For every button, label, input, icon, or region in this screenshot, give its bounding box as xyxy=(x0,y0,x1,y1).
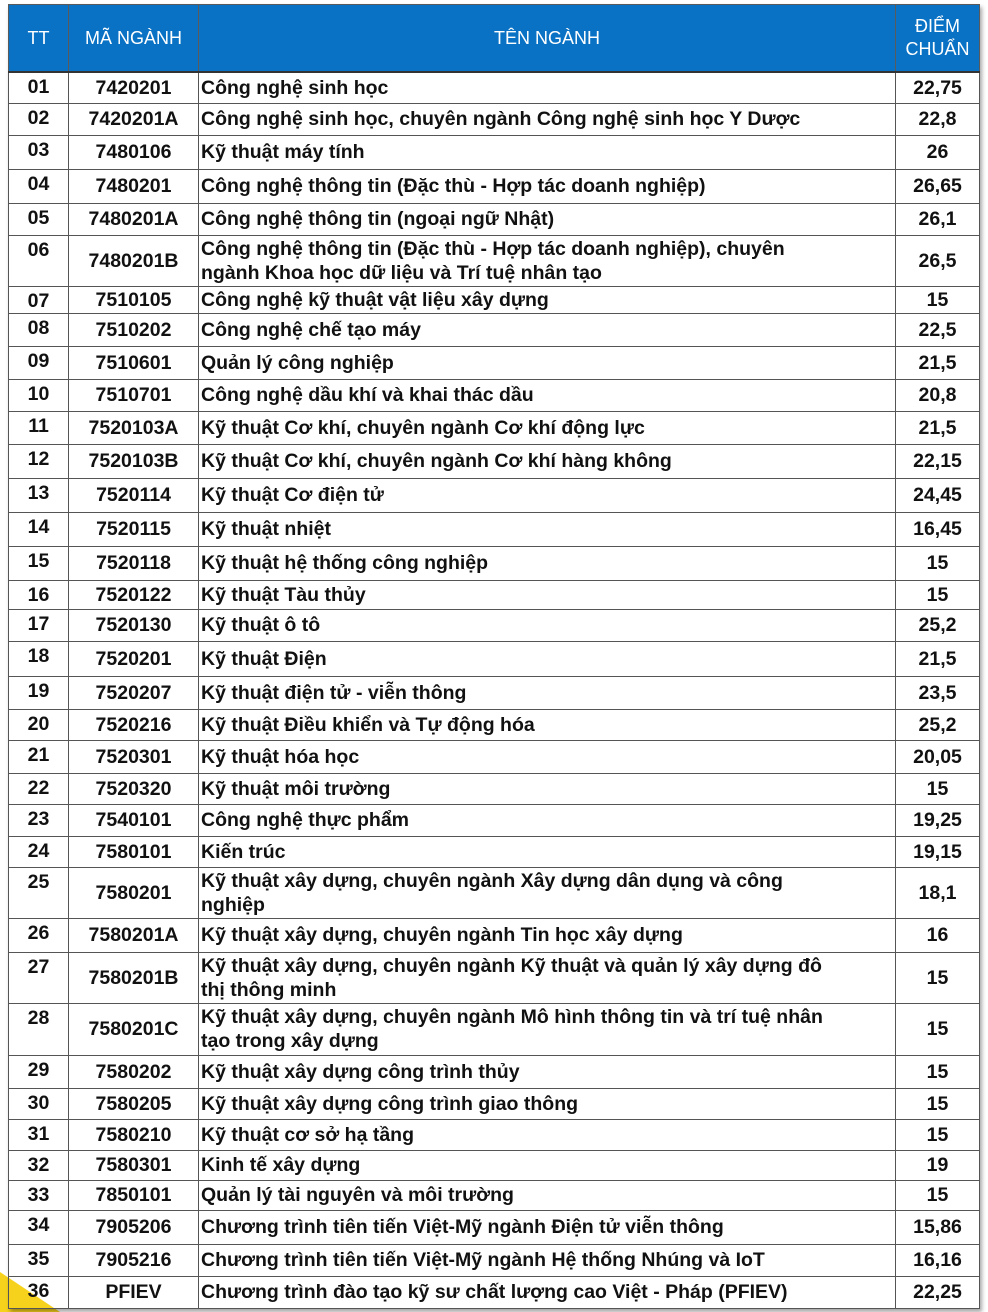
cutoff-score: 19 xyxy=(896,1150,980,1180)
cutoff-score: 21,5 xyxy=(896,411,980,444)
row-number: 27 xyxy=(9,952,69,1003)
table-row xyxy=(9,1003,980,1055)
major-code: 7480201B xyxy=(69,235,199,286)
cutoff-score: 15 xyxy=(896,1003,980,1055)
table-row xyxy=(9,512,980,546)
cutoff-score: 24,45 xyxy=(896,478,980,512)
table-row xyxy=(9,478,980,512)
row-number: 34 xyxy=(9,1210,69,1244)
major-name: Công nghệ sinh học xyxy=(199,72,896,103)
row-number: 26 xyxy=(9,918,69,952)
cutoff-score: 16 xyxy=(896,918,980,952)
table-row xyxy=(9,103,980,135)
row-number: 15 xyxy=(9,546,69,580)
cutoff-score: 15 xyxy=(896,1088,980,1119)
cutoff-score: 26,65 xyxy=(896,169,980,203)
major-code: 7510105 xyxy=(69,286,199,313)
row-number: 20 xyxy=(9,709,69,740)
row-number: 29 xyxy=(9,1055,69,1088)
major-code: 7520207 xyxy=(69,676,199,709)
row-number: 32 xyxy=(9,1150,69,1180)
table-row xyxy=(9,773,980,804)
table-row xyxy=(9,709,980,740)
major-name: Kỹ thuật hóa học xyxy=(199,740,896,773)
major-name: Kỹ thuật Điện xyxy=(199,641,896,676)
cutoff-score: 15 xyxy=(896,546,980,580)
major-code: 7520114 xyxy=(69,478,199,512)
major-code: 7510202 xyxy=(69,313,199,346)
major-name: Công nghệ kỹ thuật vật liệu xây dựng xyxy=(199,286,896,313)
cutoff-score: 21,5 xyxy=(896,641,980,676)
row-number: 31 xyxy=(9,1119,69,1150)
cutoff-score: 16,16 xyxy=(896,1244,980,1276)
table-row xyxy=(9,740,980,773)
table-row xyxy=(9,836,980,867)
table-row xyxy=(9,411,980,444)
cutoff-score: 15 xyxy=(896,1055,980,1088)
cutoff-score: 15 xyxy=(896,1119,980,1150)
row-number: 07 xyxy=(9,286,69,313)
table-row xyxy=(9,676,980,709)
cutoff-score: 15,86 xyxy=(896,1210,980,1244)
table-row xyxy=(9,1210,980,1244)
major-code: 7520122 xyxy=(69,580,199,609)
major-name: Công nghệ sinh học, chuyên ngành Công nghệ sinh học Y Dược xyxy=(199,103,896,135)
row-number: 16 xyxy=(9,580,69,609)
major-name: Kỹ thuật xây dựng, chuyên ngành Tin học xây dựng xyxy=(199,918,896,952)
table-row xyxy=(9,609,980,641)
major-name: Chương trình tiên tiến Việt-Mỹ ngành Hệ thống Nhúng và IoT xyxy=(199,1244,896,1276)
major-code: 7480201A xyxy=(69,203,199,235)
cutoff-score: 20,05 xyxy=(896,740,980,773)
major-name: Quản lý tài nguyên và môi trường xyxy=(199,1180,896,1210)
major-code: 7580201C xyxy=(69,1003,199,1055)
table-row xyxy=(9,804,980,836)
major-code: 7520103A xyxy=(69,411,199,444)
row-number: 30 xyxy=(9,1088,69,1119)
table-row xyxy=(9,203,980,235)
major-code: 7520115 xyxy=(69,512,199,546)
cutoff-score: 26,5 xyxy=(896,235,980,286)
admission-scores-table xyxy=(8,4,980,1309)
major-code: 7520118 xyxy=(69,546,199,580)
major-code: 7520201 xyxy=(69,641,199,676)
row-number: 14 xyxy=(9,512,69,546)
major-code: PFIEV xyxy=(69,1276,199,1308)
header-score: ĐIỂM CHUẨN xyxy=(896,5,980,73)
table-row xyxy=(9,952,980,1003)
cutoff-score: 18,1 xyxy=(896,867,980,918)
cutoff-score: 26,1 xyxy=(896,203,980,235)
major-name: Kiến trúc xyxy=(199,836,896,867)
major-name: Kỹ thuật Cơ khí, chuyên ngành Cơ khí động lực xyxy=(199,411,896,444)
table-row xyxy=(9,235,980,286)
major-name: Kỹ thuật hệ thống công nghiệp xyxy=(199,546,896,580)
cutoff-score: 21,5 xyxy=(896,346,980,379)
table-header-row xyxy=(9,5,980,73)
major-code: 7520320 xyxy=(69,773,199,804)
row-number: 03 xyxy=(9,135,69,169)
cutoff-score: 15 xyxy=(896,773,980,804)
major-name: Công nghệ thực phẩm xyxy=(199,804,896,836)
row-number: 19 xyxy=(9,676,69,709)
major-code: 7520130 xyxy=(69,609,199,641)
table-row xyxy=(9,1276,980,1308)
row-number: 13 xyxy=(9,478,69,512)
cutoff-score: 22,15 xyxy=(896,444,980,478)
major-code: 7520216 xyxy=(69,709,199,740)
major-name: Chương trình đào tạo kỹ sư chất lượng cao Việt - Pháp (PFIEV) xyxy=(199,1276,896,1308)
cutoff-score: 22,8 xyxy=(896,103,980,135)
major-code: 7850101 xyxy=(69,1180,199,1210)
cutoff-score: 22,75 xyxy=(896,72,980,103)
row-number: 08 xyxy=(9,313,69,346)
major-code: 7540101 xyxy=(69,804,199,836)
major-name: Công nghệ thông tin (Đặc thù - Hợp tác doanh nghiệp) xyxy=(199,169,896,203)
table-row xyxy=(9,346,980,379)
major-name: Kỹ thuật ô tô xyxy=(199,609,896,641)
major-name: Kỹ thuật Cơ điện tử xyxy=(199,478,896,512)
major-name: Kỹ thuật xây dựng công trình thủy xyxy=(199,1055,896,1088)
row-number: 21 xyxy=(9,740,69,773)
table-row xyxy=(9,444,980,478)
header-code: MÃ NGÀNH xyxy=(69,5,199,73)
major-name: Kỹ thuật xây dựng, chuyên ngành Kỹ thuật và quản lý xây dựng đô thị thông minh xyxy=(199,952,896,1003)
major-code: 7480106 xyxy=(69,135,199,169)
cutoff-score: 15 xyxy=(896,580,980,609)
major-name: Chương trình tiên tiến Việt-Mỹ ngành Điện tử viễn thông xyxy=(199,1210,896,1244)
row-number: 18 xyxy=(9,641,69,676)
major-name: Công nghệ thông tin (ngoại ngữ Nhật) xyxy=(199,203,896,235)
major-code: 7480201 xyxy=(69,169,199,203)
major-code: 7580201B xyxy=(69,952,199,1003)
row-number: 04 xyxy=(9,169,69,203)
row-number: 17 xyxy=(9,609,69,641)
cutoff-score: 25,2 xyxy=(896,709,980,740)
major-code: 7420201 xyxy=(69,72,199,103)
cutoff-score: 15 xyxy=(896,1180,980,1210)
row-number: 10 xyxy=(9,379,69,411)
header-tt: TT xyxy=(9,5,69,73)
table-row xyxy=(9,313,980,346)
major-name: Kỹ thuật nhiệt xyxy=(199,512,896,546)
cutoff-score: 22,5 xyxy=(896,313,980,346)
header-name: TÊN NGÀNH xyxy=(199,5,896,73)
major-code: 7580202 xyxy=(69,1055,199,1088)
cutoff-score: 19,15 xyxy=(896,836,980,867)
major-name: Quản lý công nghiệp xyxy=(199,346,896,379)
major-name: Kỹ thuật xây dựng, chuyên ngành Mô hình thông tin và trí tuệ nhân tạo trong xây dựng xyxy=(199,1003,896,1055)
table-row xyxy=(9,580,980,609)
cutoff-score: 22,25 xyxy=(896,1276,980,1308)
major-name: Kinh tế xây dựng xyxy=(199,1150,896,1180)
table-row xyxy=(9,72,980,103)
cutoff-score: 19,25 xyxy=(896,804,980,836)
cutoff-score: 26 xyxy=(896,135,980,169)
major-code: 7905206 xyxy=(69,1210,199,1244)
cutoff-score: 15 xyxy=(896,952,980,1003)
row-number: 35 xyxy=(9,1244,69,1276)
table-row xyxy=(9,1150,980,1180)
cutoff-score: 23,5 xyxy=(896,676,980,709)
cutoff-score: 20,8 xyxy=(896,379,980,411)
table-row xyxy=(9,1119,980,1150)
table-row xyxy=(9,169,980,203)
row-number: 06 xyxy=(9,235,69,286)
major-name: Kỹ thuật Cơ khí, chuyên ngành Cơ khí hàng không xyxy=(199,444,896,478)
table-row xyxy=(9,1088,980,1119)
table-body xyxy=(9,72,980,1308)
row-number: 02 xyxy=(9,103,69,135)
major-name: Kỹ thuật Tàu thủy xyxy=(199,580,896,609)
major-name: Kỹ thuật máy tính xyxy=(199,135,896,169)
table-row xyxy=(9,1244,980,1276)
major-name: Kỹ thuật cơ sở hạ tầng xyxy=(199,1119,896,1150)
major-code: 7580210 xyxy=(69,1119,199,1150)
table-row xyxy=(9,135,980,169)
major-code: 7420201A xyxy=(69,103,199,135)
major-code: 7510601 xyxy=(69,346,199,379)
table-row xyxy=(9,867,980,918)
row-number: 28 xyxy=(9,1003,69,1055)
row-number: 33 xyxy=(9,1180,69,1210)
row-number: 23 xyxy=(9,804,69,836)
major-name: Kỹ thuật điện tử - viễn thông xyxy=(199,676,896,709)
major-code: 7520103B xyxy=(69,444,199,478)
major-code: 7510701 xyxy=(69,379,199,411)
table-row xyxy=(9,286,980,313)
cutoff-score: 16,45 xyxy=(896,512,980,546)
cutoff-score: 15 xyxy=(896,286,980,313)
table-row xyxy=(9,1180,980,1210)
major-code: 7580201 xyxy=(69,867,199,918)
major-code: 7580301 xyxy=(69,1150,199,1180)
row-number: 12 xyxy=(9,444,69,478)
major-name: Công nghệ chế tạo máy xyxy=(199,313,896,346)
major-code: 7580201A xyxy=(69,918,199,952)
table-row xyxy=(9,1055,980,1088)
row-number: 25 xyxy=(9,867,69,918)
row-number: 36 xyxy=(9,1276,69,1308)
major-name: Công nghệ dầu khí và khai thác dầu xyxy=(199,379,896,411)
row-number: 01 xyxy=(9,72,69,103)
table-row xyxy=(9,546,980,580)
major-name: Kỹ thuật xây dựng, chuyên ngành Xây dựng dân dụng và công nghiệp xyxy=(199,867,896,918)
cutoff-score: 25,2 xyxy=(896,609,980,641)
row-number: 11 xyxy=(9,411,69,444)
major-name: Công nghệ thông tin (Đặc thù - Hợp tác doanh nghiệp), chuyên ngành Khoa học dữ liệu và Trí tuệ nhân tạo xyxy=(199,235,896,286)
table-row xyxy=(9,641,980,676)
major-name: Kỹ thuật môi trường xyxy=(199,773,896,804)
row-number: 05 xyxy=(9,203,69,235)
major-code: 7580205 xyxy=(69,1088,199,1119)
row-number: 24 xyxy=(9,836,69,867)
table-row xyxy=(9,379,980,411)
major-name: Kỹ thuật Điều khiển và Tự động hóa xyxy=(199,709,896,740)
table-row xyxy=(9,918,980,952)
major-code: 7520301 xyxy=(69,740,199,773)
row-number: 22 xyxy=(9,773,69,804)
row-number: 09 xyxy=(9,346,69,379)
major-code: 7580101 xyxy=(69,836,199,867)
major-name: Kỹ thuật xây dựng công trình giao thông xyxy=(199,1088,896,1119)
major-code: 7905216 xyxy=(69,1244,199,1276)
